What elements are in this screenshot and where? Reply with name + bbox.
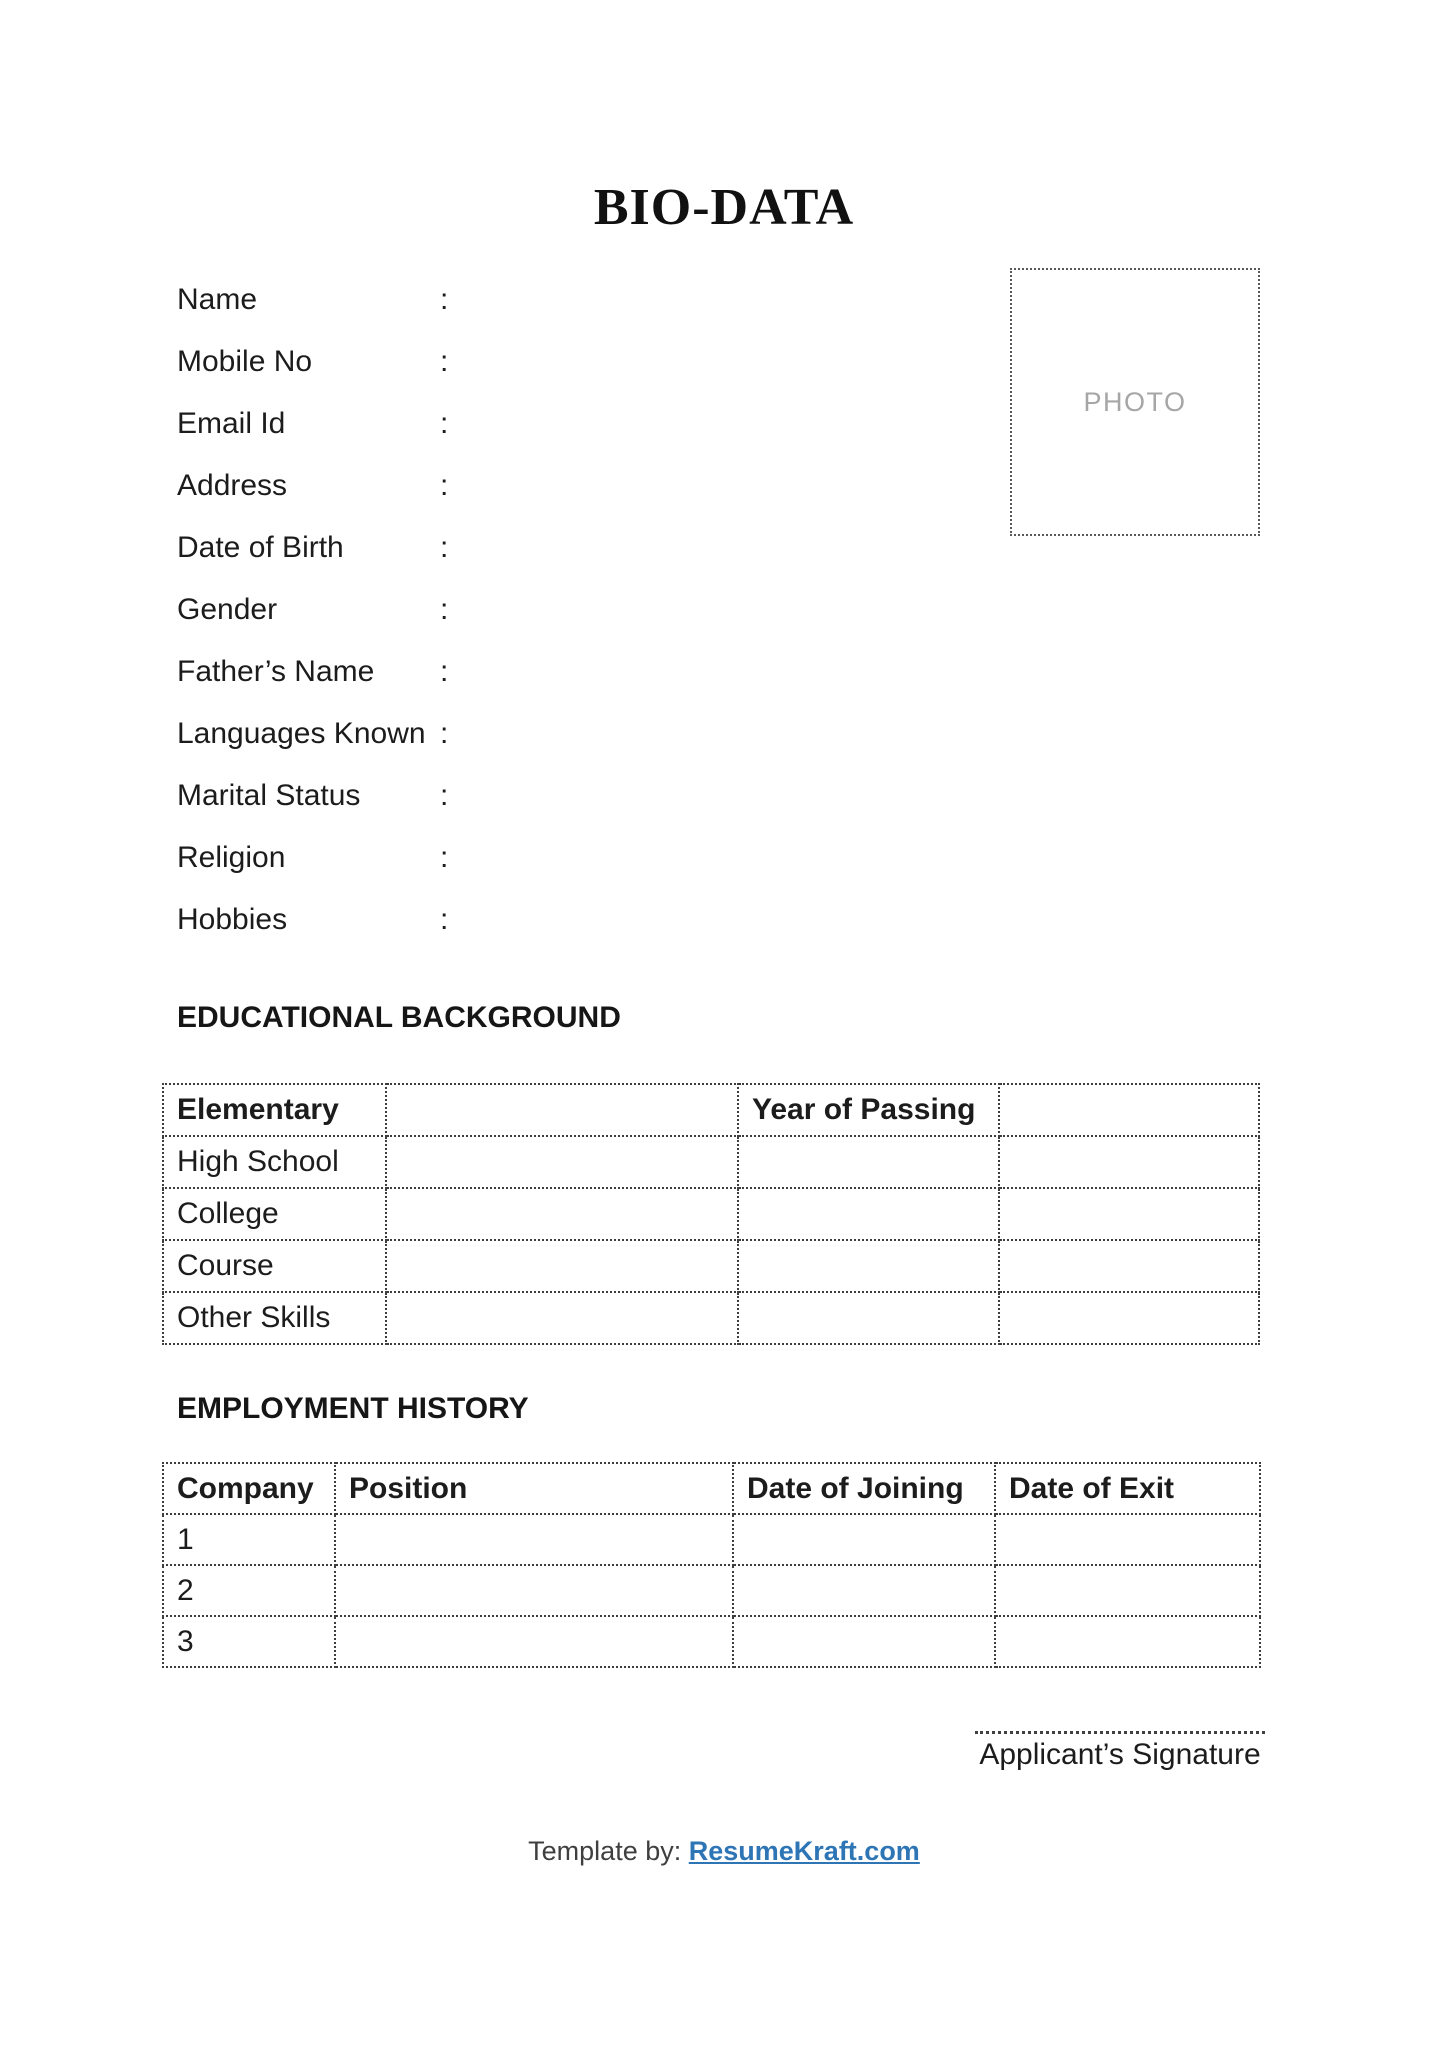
employment-row-2 — [163, 1565, 1260, 1616]
employment-cell-index: 1 — [163, 1514, 335, 1565]
education-cell-blank — [999, 1292, 1259, 1344]
education-cell-course: Course — [163, 1240, 386, 1292]
field-row-mobile-no — [177, 331, 877, 393]
education-cell-blank — [999, 1136, 1259, 1188]
field-colon: : — [440, 469, 449, 502]
education-cell-blank — [738, 1292, 999, 1344]
footer-prefix: Template by: — [528, 1836, 682, 1866]
field-colon: : — [440, 841, 449, 874]
field-colon: : — [440, 407, 449, 440]
field-label-email-id: Email Id — [177, 407, 286, 440]
employment-cell-blank — [733, 1565, 995, 1616]
field-row-marital-status — [177, 765, 877, 827]
field-label-gender: Gender — [177, 593, 278, 626]
employment-row-3 — [163, 1616, 1260, 1667]
signature-line — [975, 1731, 1265, 1734]
employment-cell-blank — [335, 1514, 733, 1565]
field-colon: : — [440, 717, 449, 750]
field-label-languages-known: Languages Known — [177, 717, 426, 750]
employment-row-1 — [163, 1514, 1260, 1565]
employment-cell-blank — [335, 1616, 733, 1667]
field-row-email-id — [177, 393, 877, 455]
employment-cell-blank — [995, 1514, 1260, 1565]
field-colon: : — [440, 655, 449, 688]
education-section-heading: EDUCATIONAL BACKGROUND — [177, 1001, 621, 1034]
education-row-other-skills — [163, 1292, 1259, 1344]
employment-header-company: Company — [163, 1463, 335, 1514]
signature-block — [970, 1731, 1270, 1772]
employment-header-date-of-exit: Date of Exit — [995, 1463, 1260, 1514]
field-label-name: Name — [177, 283, 258, 316]
field-row-date-of-birth — [177, 517, 877, 579]
field-row-languages-known — [177, 703, 877, 765]
photo-placeholder-box — [1010, 268, 1260, 536]
education-cell-college: College — [163, 1188, 386, 1240]
field-row-hobbies — [177, 889, 877, 951]
education-cell-blank — [386, 1084, 738, 1136]
education-cell-other-skills: Other Skills — [163, 1292, 386, 1344]
education-row-course — [163, 1240, 1259, 1292]
education-cell-blank — [738, 1136, 999, 1188]
personal-fields-list — [177, 269, 877, 951]
employment-cell-index: 3 — [163, 1616, 335, 1667]
field-row-gender — [177, 579, 877, 641]
education-row-high-school — [163, 1136, 1259, 1188]
education-cell-blank — [386, 1292, 738, 1344]
education-cell-blank — [738, 1188, 999, 1240]
field-label-marital-status: Marital Status — [177, 779, 361, 812]
education-cell-blank — [738, 1240, 999, 1292]
education-cell-year-of-passing: Year of Passing — [738, 1084, 999, 1136]
field-colon: : — [440, 903, 449, 936]
footer — [0, 1836, 1448, 1867]
employment-cell-blank — [995, 1616, 1260, 1667]
field-colon: : — [440, 531, 449, 564]
employment-header-date-of-joining: Date of Joining — [733, 1463, 995, 1514]
education-cell-blank — [386, 1136, 738, 1188]
education-cell-blank — [386, 1188, 738, 1240]
employment-section-heading: EMPLOYMENT HISTORY — [177, 1392, 529, 1425]
field-row-name — [177, 269, 877, 331]
field-row-address — [177, 455, 877, 517]
field-colon: : — [440, 779, 449, 812]
field-colon: : — [440, 283, 449, 316]
field-label-date-of-birth: Date of Birth — [177, 531, 344, 564]
signature-label: Applicant’s Signature — [979, 1738, 1261, 1771]
field-row-religion — [177, 827, 877, 889]
field-label-mobile-no: Mobile No — [177, 345, 313, 378]
employment-cell-blank — [335, 1565, 733, 1616]
employment-cell-blank — [995, 1565, 1260, 1616]
photo-placeholder-label: PHOTO — [1083, 386, 1187, 417]
education-cell-blank — [999, 1084, 1259, 1136]
employment-cell-blank — [733, 1616, 995, 1667]
employment-table — [162, 1462, 1261, 1668]
field-label-address: Address — [177, 469, 288, 502]
field-colon: : — [440, 345, 449, 378]
field-label-fathers-name: Father’s Name — [177, 655, 375, 688]
education-table — [162, 1083, 1260, 1345]
education-cell-high-school: High School — [163, 1136, 386, 1188]
employment-header-position: Position — [335, 1463, 733, 1514]
education-header-row — [163, 1084, 1259, 1136]
field-row-fathers-name — [177, 641, 877, 703]
education-cell-elementary: Elementary — [163, 1084, 386, 1136]
employment-cell-blank — [733, 1514, 995, 1565]
education-cell-blank — [999, 1188, 1259, 1240]
page-title: BIO-DATA — [593, 179, 855, 236]
field-colon: : — [440, 593, 449, 626]
employment-cell-index: 2 — [163, 1565, 335, 1616]
education-row-college — [163, 1188, 1259, 1240]
resumekraft-link[interactable]: ResumeKraft.com — [688, 1836, 920, 1866]
field-label-hobbies: Hobbies — [177, 903, 288, 936]
employment-header-row — [163, 1463, 1260, 1514]
education-cell-blank — [386, 1240, 738, 1292]
education-cell-blank — [999, 1240, 1259, 1292]
field-label-religion: Religion — [177, 841, 286, 874]
